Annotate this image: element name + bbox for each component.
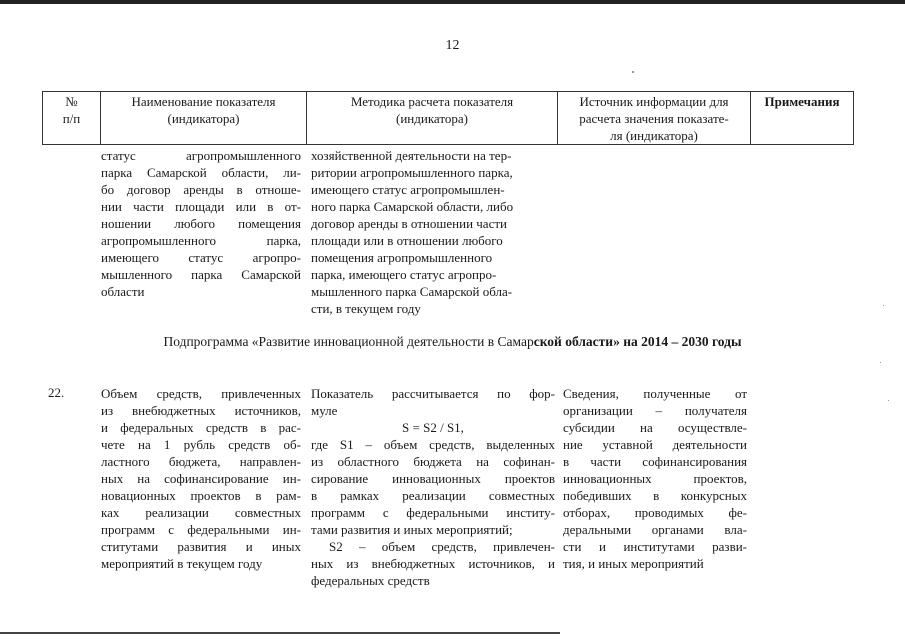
scan-speck [883,305,884,306]
row-number: 22. [48,385,65,400]
page-number: 12 [445,38,460,53]
scan-bottom-edge [0,632,560,634]
header-notes: Примечания [764,94,840,109]
scan-speck [888,400,889,401]
scan-speck [632,71,634,73]
row22-name-cell: Объем средств, привлеченных из внебюджетных источников, и федеральных средств в рас- чете на 1 рубль средств об- ластного бюджета, направлен- ных на софинансирование ин- новационных проектов в рам- ках реализации совместных программ с федеральными ин- ститутами развития и иных мероприятий в текущем году [101,386,301,571]
row22-method-cell: Показатель рассчитывается по фор- муле S = S2 / S1, где S1 – объем средств, выделенных из областного бюджета на софинан- сирование инновационных проектов в рамках реализации совместных программ с федеральными институ- тами развития и иных мероприятий; S2 – объем средств, привлечен- ных из внебюджетных источников, и федеральных средств [311,386,555,588]
table-header-bottom-border [42,144,854,145]
continued-row-method-cell: хозяйственной деятельности на тер- ритории агропромышленного парка, имеющего статус агропромышлен- ного парка Самарской области, либо договор аренды в отношении части площади или в отношении любого помещения агропромышленного парка, имеющего статус агропро- мышленного парка Самарской обла- сти, в текущем году [311,148,514,316]
table-top-border [42,91,854,92]
formula: S = S2 / S1, [402,420,464,435]
continued-row-name-cell: статус агропромышленного парка Самарской области, ли- бо договор аренды в отноше- нии части площади или в от- ношении любого помещения агропромышленного парка, имеющего статус агропро- мышленного парка Самарской области [101,148,301,299]
header-source: Источник информации для расчета значения показате- ля (индикатора) [579,94,729,143]
header-name: Наименование показателя (индикатора) [131,94,276,126]
scan-top-edge [0,0,905,4]
row22-source-cell: Сведения, полученные от организации – получателя субсидии на осуществле- ние уставной деятельности в части софинансирования инновационных проектов, победивших в конкурсных отборах, проводимых фе- деральными органами вла- сти и институтами разви- тия, и иных мероприятий [563,386,747,571]
header-method: Методика расчета показателя (индикатора) [350,94,514,126]
header-num: № п/п [62,94,81,126]
table-border-right [853,91,854,145]
scan-speck [880,362,881,363]
subprogram-title: Подпрограмма «Развитие инновационной деятельности в Самарской области» на 2014 – 2030 годы [163,334,742,349]
